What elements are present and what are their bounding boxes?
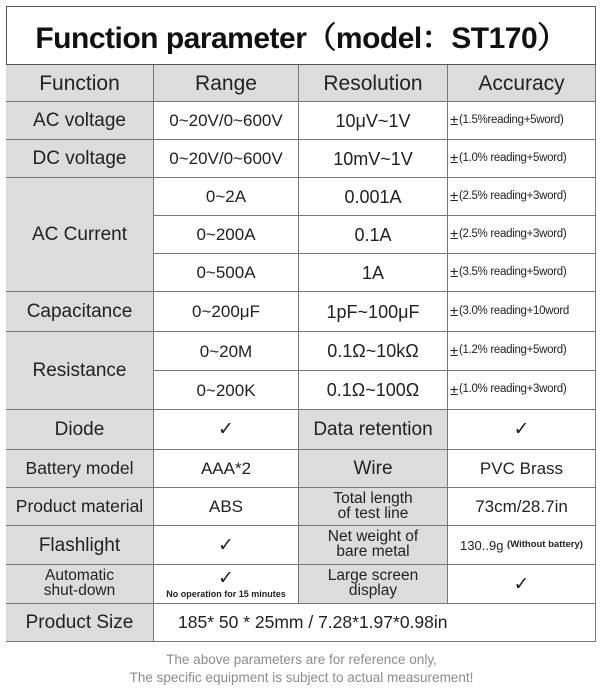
plus-minus-sign: ± [450,150,458,167]
row-label-large-screen [299,565,448,604]
row-label-battery-model: Battery model [6,450,154,488]
resistance-resolution: 0.1Ω~100Ω [299,371,448,410]
dc-voltage-accuracy [448,140,596,178]
diode-check-icon: ✓ [154,410,299,450]
net-weight-number: 130..9g [460,537,504,553]
plus-minus-sign: ± [450,226,458,243]
automatic-shutdown-note: No operation for 15 minutes [166,589,286,599]
battery-model-value: AAA*2 [154,450,299,488]
automatic-shutdown-check-icon: ✓ [218,568,234,589]
row-label-net-weight [299,526,448,565]
header-range: Range [154,65,299,102]
plus-minus-sign: ± [450,381,458,399]
label-line: bare metal [336,543,410,560]
wire-value: PVC Brass [448,450,596,488]
row-label-resistance: Resistance [6,332,154,410]
row-label-ac-current: AC Current [6,178,154,292]
label-line: shut-down [43,582,116,599]
accuracy-text: (3.5% reading+5word) [458,265,567,278]
accuracy-text: (2.5% reading+3word) [458,189,567,202]
row-label-diode: Diode [6,410,154,450]
product-size-value: 185* 50 * 25mm / 7.28*1.97*0.98in [154,604,596,642]
ac-current-resolution: 0.1A [299,216,448,254]
capacitance-accuracy [448,292,596,332]
plus-minus-sign: ± [450,303,458,320]
ac-current-resolution: 0.001A [299,178,448,216]
row-label-ac-voltage: AC voltage [6,102,154,140]
plus-minus-sign: ± [450,188,458,205]
label-line: Automatic [45,567,114,585]
data-retention-check-icon: ✓ [448,410,596,450]
ac-current-range: 0~2A [154,178,299,216]
row-label-product-size: Product Size [6,604,154,642]
plus-minus-sign: ± [450,342,458,360]
plus-minus-sign: ± [450,112,458,129]
row-label-capacitance: Capacitance [6,292,154,332]
ac-current-resolution: 1A [299,254,448,292]
label-line: display [348,582,398,599]
total-length-value: 73cm/28.7in [448,488,596,526]
header-accuracy: Accuracy [448,65,596,102]
label-line: Large screen [327,567,419,585]
flashlight-check-icon: ✓ [154,526,299,565]
ac-current-range: 0~200A [154,216,299,254]
ac-voltage-accuracy [448,102,596,140]
label-line: Net weight of [327,528,419,546]
resistance-range: 0~20M [154,332,299,371]
row-label-dc-voltage: DC voltage [6,140,154,178]
ac-voltage-resolution: 10μV~1V [299,102,448,140]
automatic-shutdown-value [154,565,299,604]
row-label-wire: Wire [299,450,448,488]
accuracy-text: (1.0% reading+3word) [458,383,567,396]
accuracy-text: (1.0% reading+5word) [458,151,567,164]
footer-note-line-1: The above parameters are for reference only, [166,652,437,667]
dc-voltage-range: 0~20V/0~600V [154,140,299,178]
large-screen-check-icon: ✓ [448,565,596,604]
ac-current-accuracy [448,216,596,254]
label-line: Total length [333,489,413,507]
capacitance-resolution: 1pF~100μF [299,292,448,332]
row-label-data-retention: Data retention [299,410,448,450]
net-weight-note: (Without battery) [507,539,583,551]
resistance-range: 0~200K [154,371,299,410]
product-material-value: ABS [154,488,299,526]
dc-voltage-resolution: 10mV~1V [299,140,448,178]
net-weight-value [448,526,596,565]
accuracy-text: (1.5%reading+5word) [458,113,564,126]
header-resolution: Resolution [299,65,448,102]
ac-voltage-range: 0~20V/0~600V [154,102,299,140]
row-label-automatic-shutdown [6,565,154,604]
page-title: Function parameter（model：ST170） [6,6,596,65]
accuracy-text: (2.5% reading+3word) [458,227,567,240]
row-label-product-material: Product material [6,488,154,526]
accuracy-text: (3.0% reading+10word [458,304,569,317]
accuracy-text: (1.2% reading+5word) [458,344,567,357]
ac-current-accuracy [448,254,596,292]
row-label-total-length [299,488,448,526]
ac-current-accuracy [448,178,596,216]
capacitance-range: 0~200μF [154,292,299,332]
plus-minus-sign: ± [450,264,458,281]
row-label-flashlight: Flashlight [6,526,154,565]
header-function: Function [6,65,154,102]
ac-current-range: 0~500A [154,254,299,292]
label-line: of test line [337,504,409,522]
resistance-accuracy [448,371,596,410]
footer-note-line-2: The specific equipment is subject to actual measurement! [129,670,474,685]
resistance-accuracy [448,332,596,371]
resistance-resolution: 0.1Ω~10kΩ [299,332,448,371]
